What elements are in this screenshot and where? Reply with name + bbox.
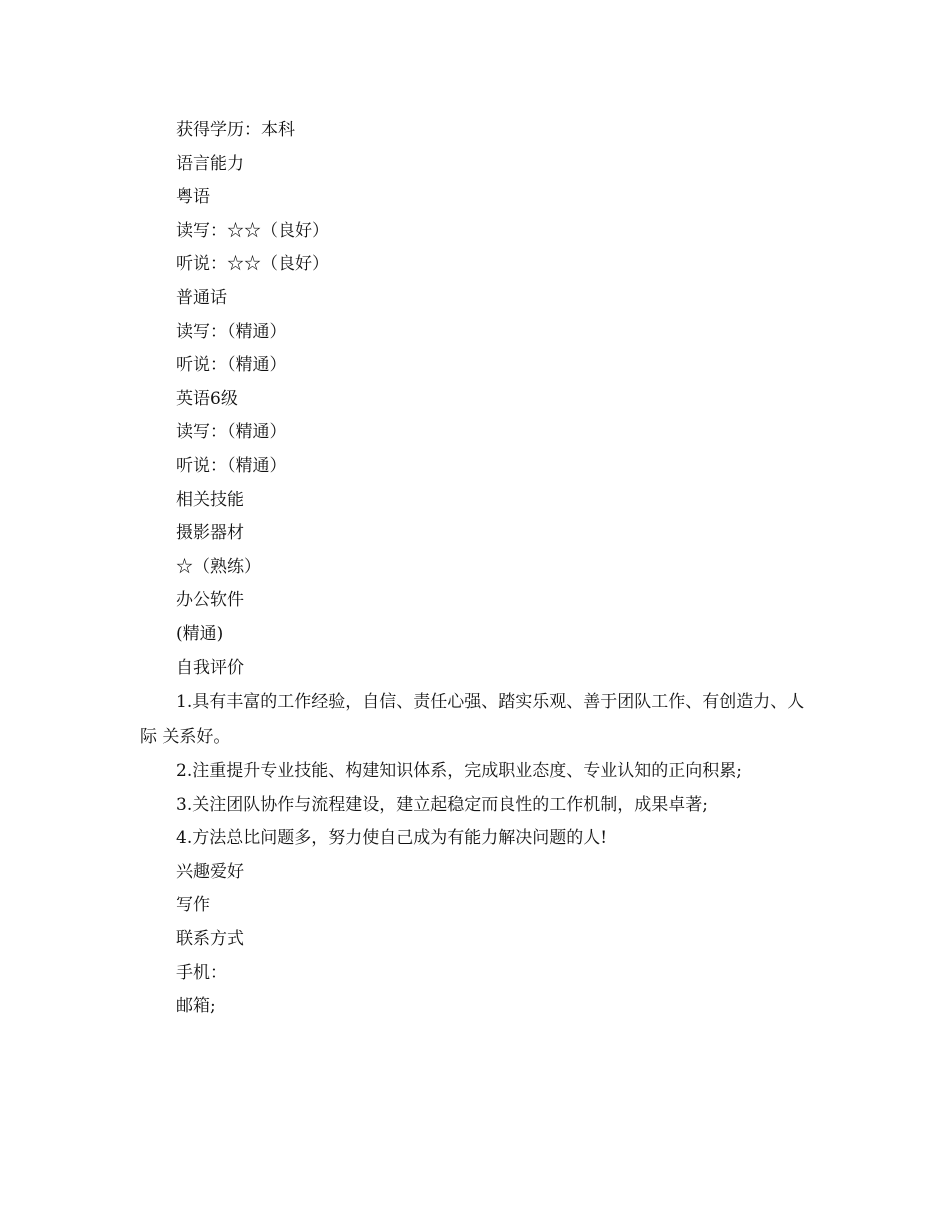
skills-heading: 相关技能: [176, 489, 244, 510]
self-evaluation-point: 2.注重提升专业技能、构建知识体系，完成职业态度、专业认知的正向积累;: [176, 761, 742, 782]
email-label: 邮箱;: [176, 996, 216, 1017]
language-cantonese-name: 粤语: [176, 187, 210, 208]
language-mandarin-read-write: 读写：（精通）: [176, 321, 287, 342]
resume-content: [140, 114, 816, 1024]
self-evaluation-point: 4.方法总比问题多，努力使自己成为有能力解决问题的人!: [176, 828, 608, 849]
self-evaluation-heading: 自我评价: [176, 657, 244, 678]
language-english-name: 英语6级: [176, 388, 238, 409]
contact-heading: 联系方式: [176, 929, 244, 950]
language-heading: 语言能力: [176, 153, 244, 174]
language-english-read-write: 读写：（精通）: [176, 422, 287, 443]
self-evaluation-point: 1.具有丰富的工作经验，自信、责任心强、踏实乐观、善于团队工作、有创造力、人际 关系好。: [140, 692, 805, 748]
self-evaluation-point: 3.关注团队协作与流程建设，建立起稳定而良性的工作机制，成果卓著;: [176, 794, 708, 815]
language-english-listen-speak: 听说：（精通）: [176, 455, 287, 476]
skill-name: 办公软件: [176, 590, 244, 611]
skill-name: 摄影器材: [176, 523, 244, 544]
degree-line: 获得学历：本科: [176, 120, 295, 140]
hobbies-heading: 兴趣爱好: [176, 861, 244, 882]
language-mandarin-listen-speak: 听说：（精通）: [176, 355, 287, 376]
phone-label: 手机：: [176, 962, 227, 983]
skill-level: (精通): [176, 623, 224, 644]
hobby-value: 写作: [176, 895, 210, 916]
language-cantonese-read-write: 读写：☆☆（良好）: [176, 220, 329, 241]
skill-level: ☆（熟练）: [176, 556, 261, 577]
language-mandarin-name: 普通话: [176, 287, 227, 308]
language-cantonese-listen-speak: 听说：☆☆（良好）: [176, 254, 329, 275]
